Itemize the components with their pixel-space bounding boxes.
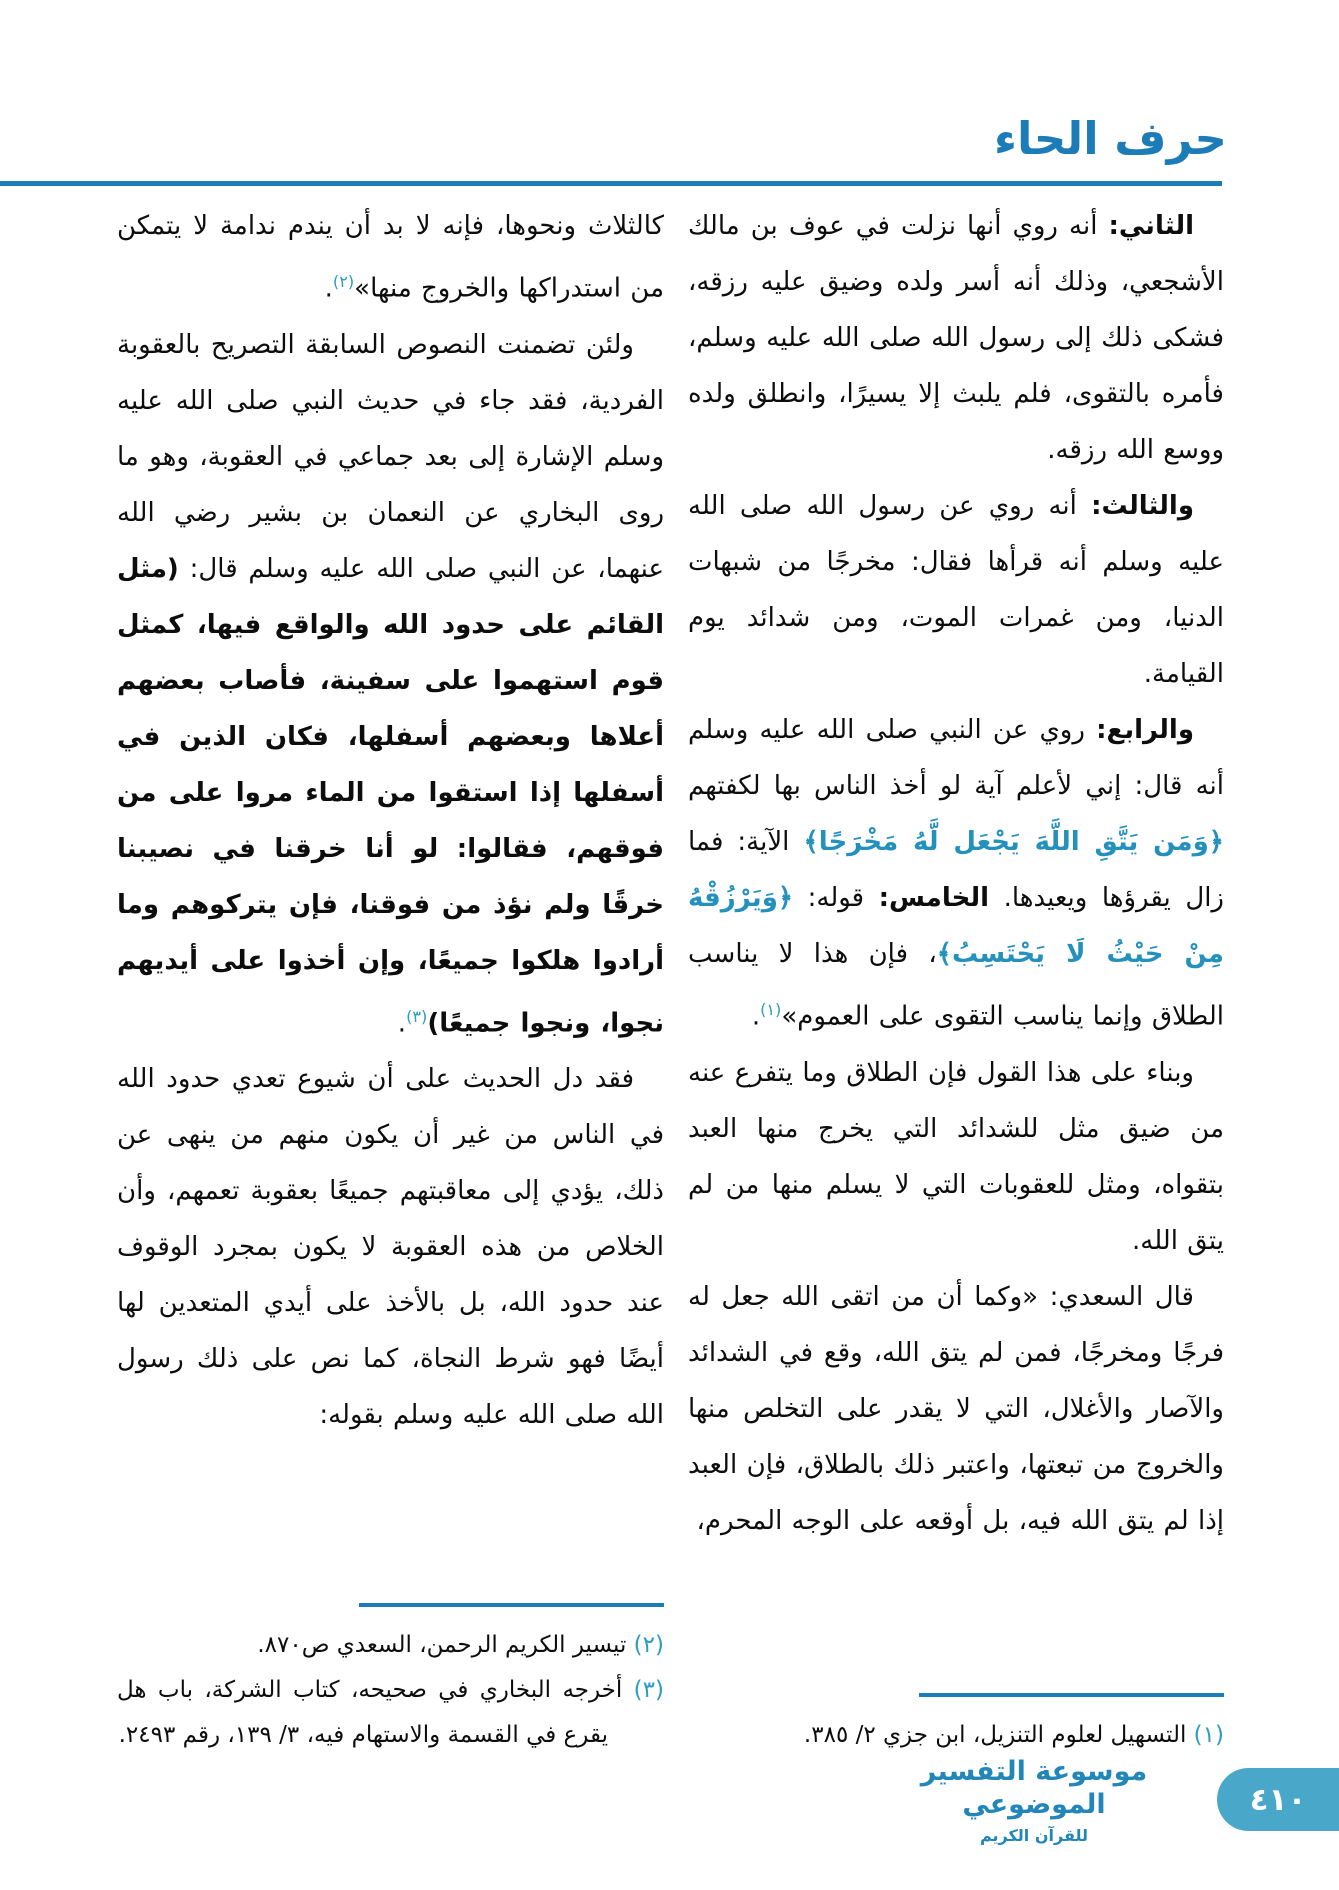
- footnote-ref: (٢): [332, 272, 355, 291]
- chapter-title-calligraphy: حرف الحاء: [993, 112, 1227, 165]
- header-rule: [0, 181, 1222, 186]
- column-right-footnotes: [688, 1683, 1224, 1758]
- footnote-list: [688, 1713, 1224, 1758]
- paragraph: [688, 198, 1224, 478]
- column-left: [117, 198, 664, 1758]
- text-run: وبناء على هذا القول فإن الطلاق وما يتفرع عنه من ضيق مثل للشدائد التي يخرج منها العبد بتقواه، ومثل للعقوبات التي لا يسلم منها من لم يتق الله.: [688, 1057, 1224, 1256]
- logo-title: موسوعة التفسير الموضوعي: [920, 1755, 1148, 1821]
- paragraph: [688, 1045, 1224, 1269]
- text-run: كالثلاث ونحوها، فإنه لا بد أن يندم ندامة لا يتمكن من استدراكها والخروج منها»: [117, 211, 664, 304]
- text-run: .: [324, 273, 333, 304]
- bold-run: الثاني:: [1108, 211, 1194, 241]
- paragraph: [117, 317, 664, 1052]
- text-run: روي عن النبي صلى الله عليه وسلم أنه قال: إني لأعلم آية لو أخذ الناس بها لكفتهم: [688, 715, 1224, 801]
- bold-run: الخامس:: [878, 883, 990, 913]
- footnote-text: أخرجه البخاري في صحيحه، كتاب الشركة، باب هل يقرع في القسمة والاستهام فيه، ٣/ ١٣٩، رقم ٢٤٩٣.: [117, 1677, 634, 1748]
- footnote-ref: (٣): [406, 1006, 428, 1026]
- footnote-text: تيسير الكريم الرحمن، السعدي ص٨٧٠.: [257, 1632, 634, 1658]
- page-content: [117, 198, 1224, 1758]
- bold-run: (مثل القائم على حدود الله والواقع فيها، كمثل قوم استهموا على سفينة، فأصاب بعضهم أعلاها وبعضهم أسفلها، فكان الذين في أسفلها إذا استقوا من الماء مروا على من فوقهم، فقالوا: لو أنا خرقنا في نصيبنا خرقًا ولم نؤذ من فوقنا، فإن يتركوهم وما أرادوا هلكوا جميعًا، وإن أخذوا على أيديهم نجوا، ونجوا جميعًا): [117, 553, 664, 1039]
- bold-run: والثالث:: [1091, 491, 1194, 521]
- page-number: ٤١٠: [1249, 1781, 1307, 1818]
- footnote: [688, 1713, 1224, 1758]
- column-right: [688, 198, 1224, 1758]
- paragraph: [688, 1269, 1224, 1549]
- footnote: [117, 1623, 664, 1668]
- page-number-badge: [1217, 1768, 1339, 1831]
- text-run: .: [397, 1008, 407, 1039]
- footnote-number: (٢): [633, 1632, 664, 1658]
- text-run: أنه روي عن رسول الله صلى الله عليه وسلم أنه قرأها فقال: مخرجًا من شبهات الدنيا، ومن غمرات الموت، ومن شدائد يوم القيامة.: [688, 491, 1224, 689]
- column-right-body: [688, 198, 1224, 1549]
- paragraph: [117, 198, 664, 317]
- column-left-footnotes: [117, 1593, 664, 1758]
- text-run: الآية: فما زال يقرؤها ويعيدها.: [688, 827, 1224, 913]
- text-run: ، فإن هذا لا يناسب الطلاق وإنما يناسب التقوى على العموم»: [688, 939, 1224, 1032]
- column-left-body: [117, 198, 664, 1443]
- footnote-separator: [359, 1603, 664, 1607]
- footnote-number: (١): [1193, 1722, 1224, 1748]
- quran-verse: ﴿وَمَن يَتَّقِ اللَّهَ يَجْعَل لَّهُ مَخْرَجًا﴾: [803, 827, 1224, 857]
- publisher-logo: [914, 1755, 1154, 1847]
- paragraph: [117, 1051, 664, 1443]
- bold-run: والرابع:: [1096, 715, 1194, 745]
- text-run: قوله:: [793, 883, 879, 913]
- footnote-separator: [919, 1693, 1224, 1697]
- quran-verse: ﴿وَيَرْزُقْهُ مِنْ حَيْثُ لَا يَحْتَسِبُ﴾: [688, 883, 1224, 969]
- footnote-text: التسهيل لعلوم التنزيل، ابن جزي ٢/ ٣٨٥.: [803, 1722, 1194, 1748]
- text-run: ولئن تضمنت النصوص السابقة التصريح بالعقوبة الفردية، فقد جاء في حديث النبي صلى الله عليه وسلم الإشارة إلى بعد جماعي في العقوبة، وهو ما روى البخاري عن النعمان بن بشير رضي الله عنهما، عن النبي صلى الله عليه وسلم قال:: [117, 329, 664, 584]
- footnote-ref: (١): [760, 1000, 782, 1019]
- text-run: .: [751, 1001, 761, 1032]
- footnote-number: (٣): [633, 1677, 664, 1703]
- text-run: فقد دل الحديث على أن شيوع تعدي حدود الله في الناس من غير أن يكون منهم من ينهى عن ذلك، يؤدي إلى معاقبتهم جميعًا بعقوبة تعمهم، وأن الخلاص من هذه العقوبة لا يكون بمجرد الوقوف عند حدود الله، بل بالأخذ على أيدي المتعدين لها أيضًا فهو شرط النجاة، كما نص على ذلك رسول الله صلى الله عليه وسلم بقوله:: [117, 1064, 664, 1431]
- footnote-list: [117, 1623, 664, 1758]
- paragraph: [688, 702, 1224, 1045]
- logo-subtitle: للقرآن الكريم: [979, 1826, 1089, 1845]
- paragraph: [688, 478, 1224, 702]
- text-run: أنه روي أنها نزلت في عوف بن مالك الأشجعي، وذلك أنه أسر ولده وضيق عليه رزقه، فشكى ذلك إلى رسول الله صلى الله عليه وسلم، فأمره بالتقوى، فلم يلبث إلا يسيرًا، وانطلق ولده ووسع الله رزقه.: [688, 211, 1224, 465]
- footnote: [117, 1668, 664, 1758]
- text-run: قال السعدي: «وكما أن من اتقى الله جعل له فرجًا ومخرجًا، فمن لم يتق الله، وقع في الشدائد والآصار والأغلال، التي لا يقدر على التخلص منها والخروج من تبعتها، واعتبر ذلك بالطلاق، فإن العبد إذا لم يتق الله فيه، بل أوقعه على الوجه المحرم،: [688, 1281, 1224, 1536]
